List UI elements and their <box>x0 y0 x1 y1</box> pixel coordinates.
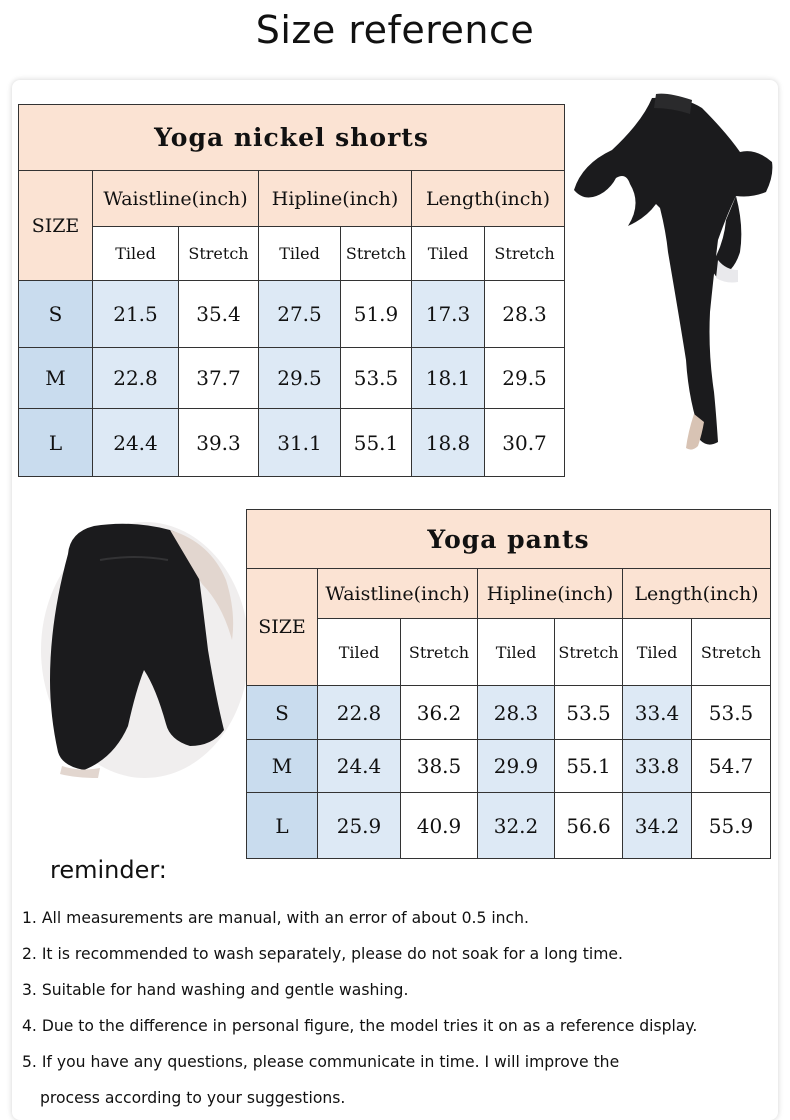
subheader-cell: Tiled <box>93 227 179 281</box>
value-cell: 51.9 <box>341 281 412 348</box>
value-cell: 29.5 <box>259 348 341 409</box>
value-cell: 28.3 <box>485 281 565 348</box>
subheader-cell: Tiled <box>412 227 485 281</box>
value-cell: 53.5 <box>341 348 412 409</box>
size-table-pants <box>246 509 771 859</box>
group-header-waistline: Waistline(inch) <box>93 171 259 227</box>
value-cell: 18.1 <box>412 348 485 409</box>
size-cell: S <box>19 281 93 348</box>
value-cell: 28.3 <box>478 686 555 740</box>
reminder-title: reminder: <box>50 856 167 884</box>
group-header-hipline: Hipline(inch) <box>259 171 412 227</box>
subheader-cell: Stretch <box>179 227 259 281</box>
value-cell: 30.7 <box>485 409 565 477</box>
value-cell: 39.3 <box>179 409 259 477</box>
value-cell: 27.5 <box>259 281 341 348</box>
subheader-cell: Stretch <box>555 619 623 686</box>
page-title: Size reference <box>255 8 535 52</box>
value-cell: 32.2 <box>478 793 555 859</box>
size-cell: S <box>247 686 318 740</box>
group-header-waistline: Waistline(inch) <box>318 569 478 619</box>
value-cell: 53.5 <box>555 686 623 740</box>
group-header-length: Length(inch) <box>412 171 565 227</box>
size-header: SIZE <box>247 569 318 686</box>
table-row <box>19 409 565 477</box>
subheader-cell: Tiled <box>623 619 692 686</box>
table-title: Yoga pants <box>247 510 771 569</box>
table-row <box>19 281 565 348</box>
subheader-cell: Tiled <box>259 227 341 281</box>
table-row <box>247 686 771 740</box>
value-cell: 56.6 <box>555 793 623 859</box>
subheader-cell: Stretch <box>485 227 565 281</box>
value-cell: 25.9 <box>318 793 401 859</box>
table-title: Yoga nickel shorts <box>19 105 565 171</box>
value-cell: 31.1 <box>259 409 341 477</box>
value-cell: 29.9 <box>478 740 555 793</box>
reminder-item: 1. All measurements are manual, with an error of about 0.5 inch. <box>22 909 529 927</box>
size-cell: L <box>247 793 318 859</box>
value-cell: 35.4 <box>179 281 259 348</box>
value-cell: 29.5 <box>485 348 565 409</box>
group-header-hipline: Hipline(inch) <box>478 569 623 619</box>
value-cell: 24.4 <box>318 740 401 793</box>
value-cell: 40.9 <box>401 793 478 859</box>
value-cell: 55.1 <box>555 740 623 793</box>
value-cell: 22.8 <box>93 348 179 409</box>
value-cell: 33.8 <box>623 740 692 793</box>
value-cell: 53.5 <box>692 686 771 740</box>
value-cell: 18.8 <box>412 409 485 477</box>
table-row <box>247 793 771 859</box>
leggings-model-image <box>568 92 780 462</box>
value-cell: 24.4 <box>93 409 179 477</box>
value-cell: 36.2 <box>401 686 478 740</box>
size-cell: L <box>19 409 93 477</box>
table-row <box>247 740 771 793</box>
reminder-item: 3. Suitable for hand washing and gentle washing. <box>22 981 409 999</box>
reminder-list <box>22 900 782 1116</box>
reminder-item: 4. Due to the difference in personal figure, the model tries it on as a reference display. <box>22 1017 698 1035</box>
reminder-item: 5. If you have any questions, please communicate in time. I will improve the <box>22 1053 620 1071</box>
reminder-item: 2. It is recommended to wash separately, please do not soak for a long time. <box>22 945 623 963</box>
size-cell: M <box>19 348 93 409</box>
table-row <box>19 348 565 409</box>
value-cell: 33.4 <box>623 686 692 740</box>
value-cell: 17.3 <box>412 281 485 348</box>
value-cell: 37.7 <box>179 348 259 409</box>
shorts-model-image <box>40 520 250 780</box>
subheader-cell: Stretch <box>401 619 478 686</box>
subheader-cell: Stretch <box>692 619 771 686</box>
subheader-cell: Tiled <box>478 619 555 686</box>
value-cell: 55.9 <box>692 793 771 859</box>
subheader-cell: Tiled <box>318 619 401 686</box>
value-cell: 54.7 <box>692 740 771 793</box>
value-cell: 38.5 <box>401 740 478 793</box>
reminder-item-continuation: process according to your suggestions. <box>40 1089 346 1107</box>
value-cell: 34.2 <box>623 793 692 859</box>
size-cell: M <box>247 740 318 793</box>
subheader-cell: Stretch <box>341 227 412 281</box>
value-cell: 55.1 <box>341 409 412 477</box>
size-header: SIZE <box>19 171 93 281</box>
size-table-shorts <box>18 104 565 477</box>
value-cell: 22.8 <box>318 686 401 740</box>
value-cell: 21.5 <box>93 281 179 348</box>
group-header-length: Length(inch) <box>623 569 771 619</box>
